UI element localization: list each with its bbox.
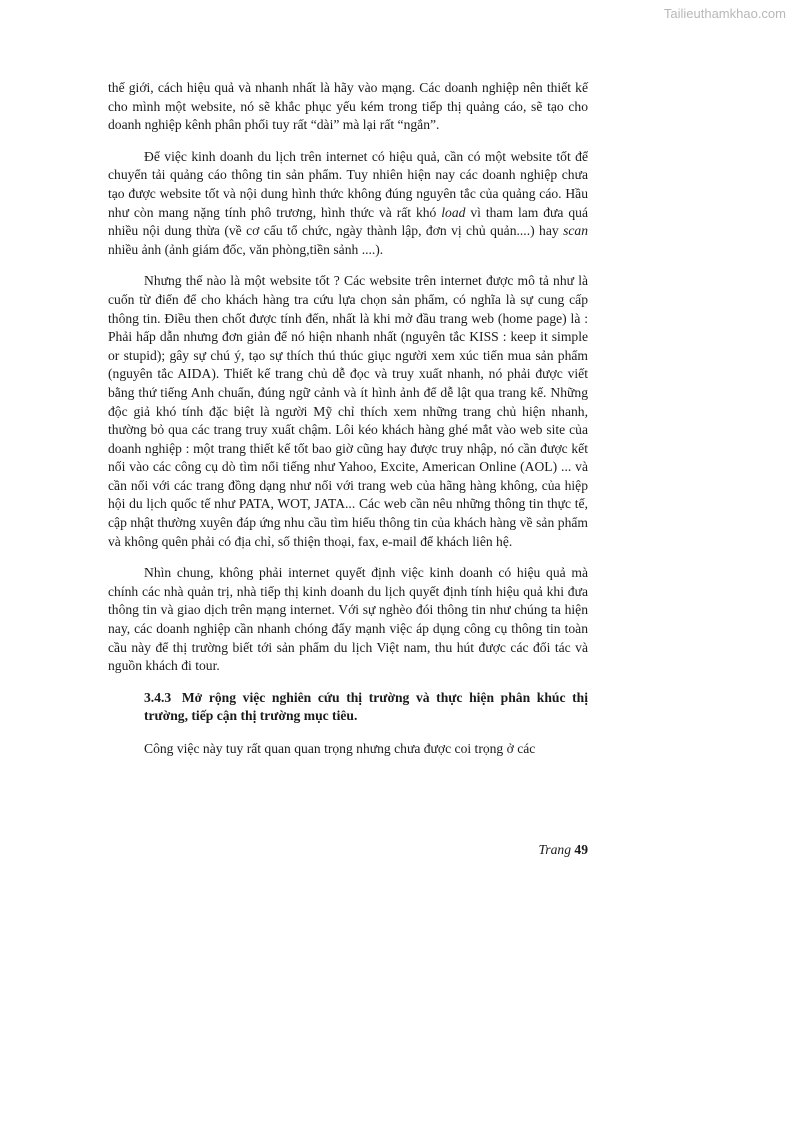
term-load: load	[441, 204, 466, 220]
section-number: 3.4.3	[144, 689, 172, 705]
paragraph-3: Nhưng thế nào là một website tốt ? Các website trên internet được mô tả như là cuốn từ điển để cho khách hàng tra cứu lựa chọn sản phẩm, có nghĩa là sự cung cấp thông tin. Điều then chốt được tính đến, nhất là khi mở đầu trang web (home page) là : Phải hấp dẫn nhưng đơn giản để nó hiện nhanh nhất (nguyên tắc KISS : keep it simple or stupid); gây sự chú ý, tạo sự thích thú thúc giục người xem xúc tiến mua sản phẩm (nguyên tắc AIDA). Thiết kế trang chủ dễ đọc và truy xuất nhanh, nó phải được viết bằng thứ tiếng Anh chuẩn, đúng ngữ cảnh và ít hình ảnh để dễ lật qua trang kế. Những độc giả khó tính đặc biệt là người Mỹ chỉ thích xem những trang chủ hiện nhanh, thường bỏ qua các trang truy xuất chậm. Lôi kéo khách hàng ghé mắt vào web site của doanh nghiệp : một trang thiết kế tốt bao giờ cũng hay được truy nhập, nó cần được kết nối vào các công cụ dò tìm nổi tiếng như Yahoo, Excite, American Online (AOL) ... và cần nối với các trang đồng dạng như nối với trang web của hãng hàng không, của hiệp hội du lịch quốc tế như PATA, WOT, JATA... Các web cần nêu những thông tin thực tế, cập nhật thường xuyên đáp ứng nhu cầu tìm hiểu thông tin của khách hàng về sản phẩm và không quên phải có địa chỉ, số thiện thoại, fax, e-mail để khách liên hệ.	[108, 273, 588, 549]
watermark: Tailieuthamkhao.com	[663, 6, 786, 21]
page-number: 49	[574, 842, 588, 857]
page-label: Trang	[538, 842, 571, 857]
paragraph-2-part-a: Để việc kinh doanh du lịch trên internet có hiệu quả, cần có một website tốt để chuyển tải quảng cáo thông tin sản phẩm. Tuy nhiên hiện nay các doanh nghiệp chưa tạo được website tốt và nội dung hình thức không đúng nguyên tắc của quảng cáo. Hầu như còn mang nặng tính phô trương, hình thức và rất khó	[108, 148, 588, 220]
paragraph-1: thế giới, cách hiệu quả và nhanh nhất là hãy vào mạng. Các doanh nghiệp nên thiết kế cho mình một website, nó sẽ khắc phục yếu kém trong tiếp thị quảng cáo, sẽ tạo cho doanh nghiệp kênh phân phối tuy rất “dài” mà lại rất “ngắn”.	[108, 80, 588, 133]
document-body	[108, 79, 588, 772]
term-scan: scan	[563, 223, 588, 239]
paragraph-2	[108, 148, 588, 260]
paragraph-2-part-b: vì tham lam đưa quá nhiều nội dung thừa (về cơ cấu tổ chức, ngày thành lập, đơn vị chủ quản....) hay	[108, 204, 588, 239]
paragraph-5: Công việc này tuy rất quan quan trọng nhưng chưa được coi trọng ở các	[144, 741, 536, 756]
page-footer	[108, 842, 588, 858]
paragraph-2-part-c: nhiều ảnh (ảnh giám đốc, văn phòng,tiền sảnh ....).	[108, 241, 384, 257]
paragraph-4: Nhìn chung, không phải internet quyết định việc kinh doanh có hiệu quả mà chính các nhà quản trị, nhà tiếp thị kinh doanh du lịch quyết định tính hiệu quả khi đưa thông tin và giao dịch trên mạng internet. Với sự nghèo đói thông tin như chúng ta hiện nay, các doanh nghiệp cần nhanh chóng đẩy mạnh việc áp dụng công cụ thông tin toàn cầu này để thị trường biết tới sản phẩm du lịch Việt nam, thu hút được các đối tác và nguồn khách đi tour.	[108, 565, 588, 674]
section-heading	[144, 689, 588, 726]
section-title: Mở rộng việc nghiên cứu thị trường và thực hiện phân khúc thị trường, tiếp cận thị trường mục tiêu.	[144, 689, 588, 724]
